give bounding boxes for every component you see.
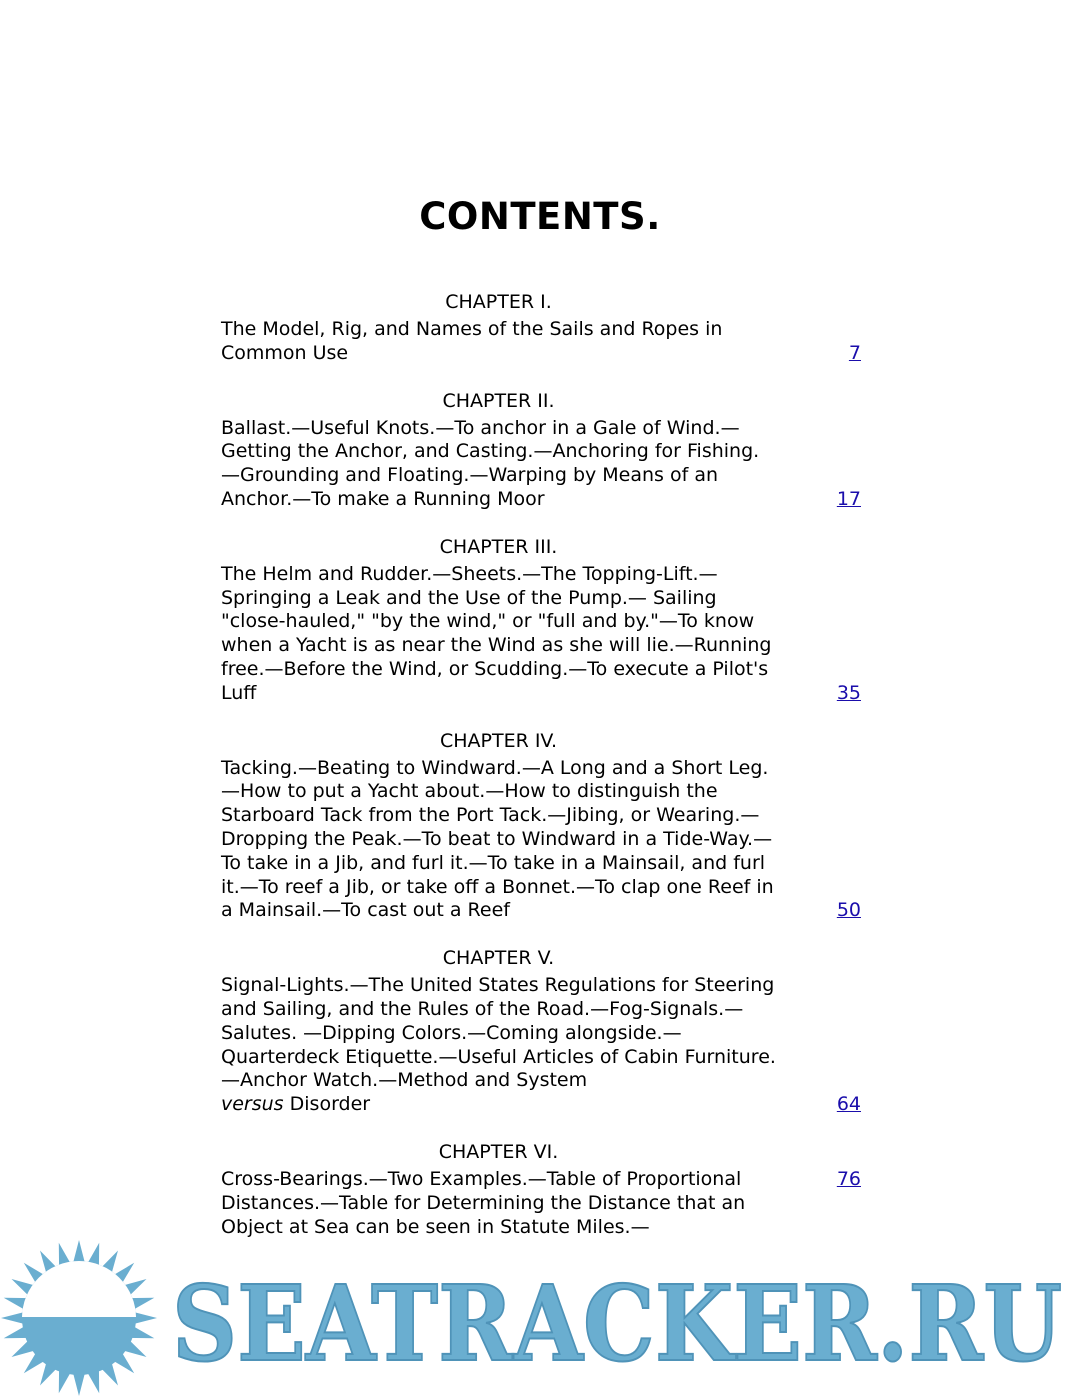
chapter-entry	[221, 563, 861, 706]
watermark	[0, 1238, 1080, 1397]
chapter-entry	[221, 757, 861, 924]
chapter-description: The Helm and Rudder.—Sheets.—The Topping-Lift.—Springing a Leak and the Use of the Pump.— Sailing "close-hauled," "by the wind," or "full and by."—To know when a Yacht is as near the Wind as she will lie.—Running free.—Before the Wind, or Scudding.—To execute a Pilot's Luff	[221, 562, 772, 704]
chapter-description-end: Disorder	[283, 1093, 371, 1116]
chapter-heading: CHAPTER V.	[442, 947, 555, 970]
chapter-heading: CHAPTER VI.	[438, 1140, 559, 1163]
chapter-heading: CHAPTER I.	[445, 291, 552, 313]
chapter-entry	[221, 974, 861, 1117]
chapter-4	[221, 729, 861, 924]
page-number-link[interactable]: 64	[836, 1093, 861, 1116]
page-title: CONTENTS.	[419, 195, 661, 238]
chapter-heading: CHAPTER III.	[439, 535, 558, 558]
chapter-description: The Model, Rig, and Names of the Sails and Ropes in Common Use	[221, 318, 723, 364]
chapter-3	[221, 535, 861, 706]
page-number-link[interactable]: 50	[836, 899, 861, 922]
chapter-description-italic: versus	[221, 1093, 284, 1116]
chapter-5	[221, 946, 861, 1117]
page-number-link[interactable]: 76	[836, 1167, 861, 1190]
chapter-entry	[221, 417, 861, 512]
chapter-heading: CHAPTER IV.	[439, 729, 558, 752]
table-of-contents	[221, 290, 861, 1262]
chapter-heading: CHAPTER II.	[442, 389, 555, 412]
page-number-link[interactable]: 35	[836, 681, 861, 704]
sun-logo-icon	[1, 1240, 157, 1396]
watermark-text: SEATRACKER.RU	[172, 1262, 1062, 1385]
chapter-1	[221, 290, 861, 366]
chapter-description	[221, 974, 777, 1117]
chapter-description: Tacking.—Beating to Windward.—A Long and a Short Leg.—How to put a Yacht about.—How to distinguish the Starboard Tack from the Port Tack.—Jibing, or Wearing.—Dropping the Peak.—To beat to Windward in a Tide-Way.—To take in a Jib, and furl it.—To take in a Mainsail, and furl it.—To reef a Jib, or take off a Bonnet.—To clap one Reef in a Mainsail.—To cast out a Reef	[221, 756, 774, 922]
chapter-2	[221, 389, 861, 512]
chapter-description: Ballast.—Useful Knots.—To anchor in a Gale of Wind.—Getting the Anchor, and Casting.—Anchoring for Fishing.—Grounding and Floating.—Warping by Means of an Anchor.—To make a Running Moor	[221, 416, 760, 510]
page-number-link[interactable]: 7	[848, 341, 861, 364]
chapter-entry	[221, 1168, 861, 1239]
chapter-entry	[221, 318, 861, 366]
chapter-description-text: Signal-Lights.—The United States Regulations for Steering and Sailing, and the Rules of the Road.—Fog-Signals.—Salutes. —Dipping Colors.—Coming alongside.—Quarterdeck Etiquette.—Useful Articles of Cabin Furniture.—Anchor Watch.—Method and System	[221, 974, 776, 1092]
chapter-description: Cross-Bearings.—Two Examples.—Table of Proportional Distances.—Table for Determining the Distance that an Object at Sea can be seen in Statute Miles.—	[221, 1167, 746, 1238]
page-number-link[interactable]: 17	[836, 487, 861, 510]
chapter-6	[221, 1140, 861, 1239]
